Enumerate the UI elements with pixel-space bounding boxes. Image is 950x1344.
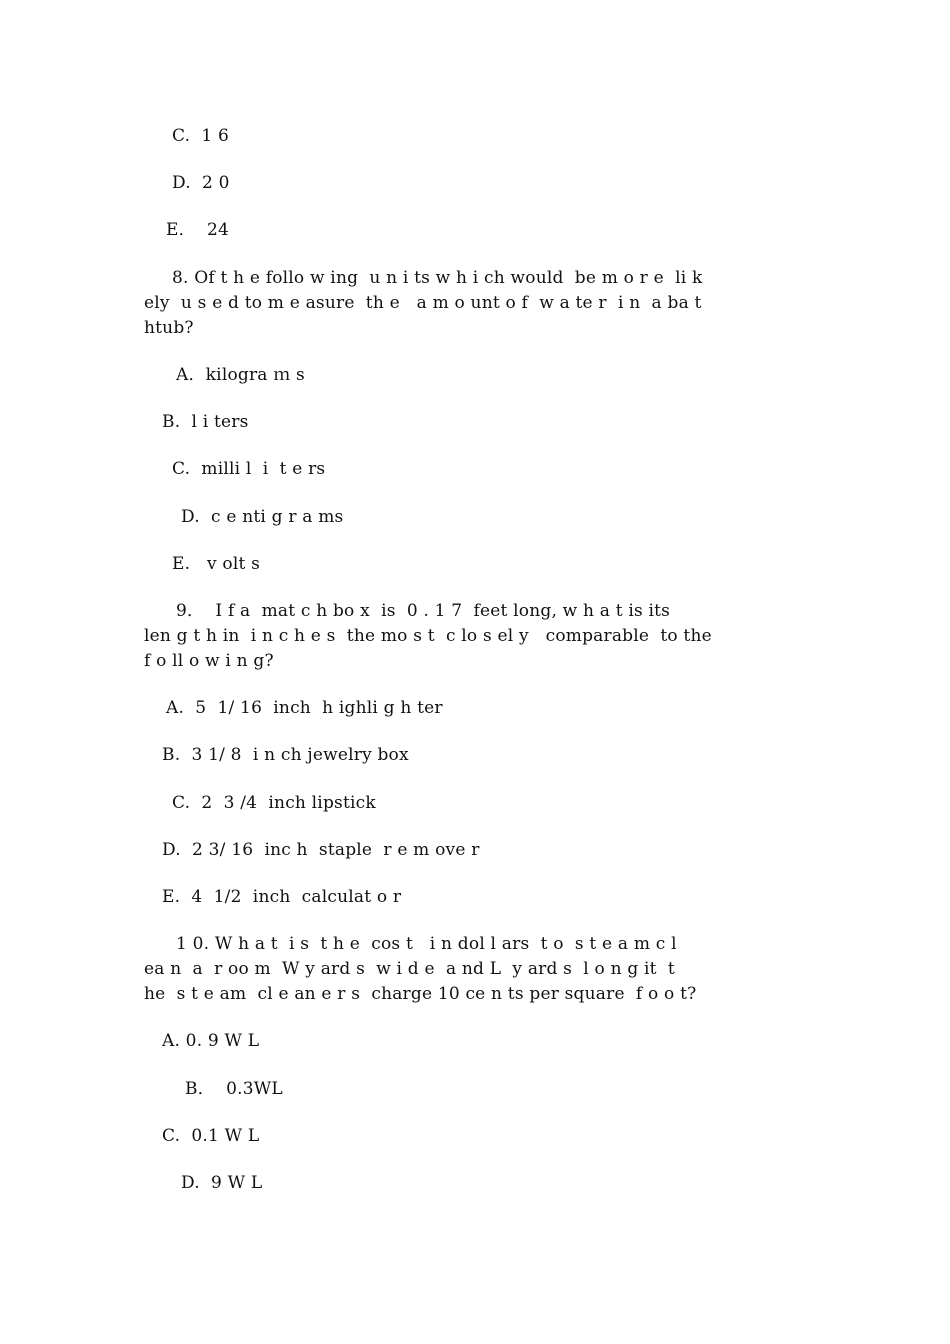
q8-option-b: B. l i ters (162, 412, 249, 432)
q8-option-a: A．kilogra ｍ s (176, 365, 305, 385)
q8-option-d: D. c e nti g r a ms (181, 507, 344, 527)
q8-stem-line-1: 8. Of t h e follo w ing u n i ts w h i ch would be m o r e li k (172, 268, 703, 288)
q7-option-d: D. 2 0 (172, 173, 230, 193)
q9-stem-line-1: 9． I f a mat c h bo x is 0 . 1 7 feet long, w h a t is its (176, 601, 671, 621)
q8-stem-line-3: htub? (144, 318, 194, 338)
q10-option-c: C. 0.1 W L (162, 1126, 260, 1146)
q7-option-c: C. 1 6 (172, 126, 230, 146)
q9-option-c: C. 2 3 /4 inch lipstick (172, 793, 376, 813)
q10-option-b: B． 0.3WL (185, 1079, 283, 1099)
q9-stem-line-2: len g t h in i n c h e s the mo s t c lo s el y comparable to the (144, 626, 712, 646)
q10-stem-line-2: ea n a r oo m W y ard s w i d e a nd L y ard s l o n g it t (144, 959, 675, 979)
q9-option-d: D. 2 3/ 16 inc h staple r e m ove r (162, 840, 480, 860)
q8-option-e: E. v olt s (172, 554, 261, 574)
q9-option-e: E. 4 1/2 inch calculat o r (162, 887, 402, 907)
q8-option-c: C. milli l i t e rs (172, 459, 326, 479)
q8-stem-line-2: ely u s e d to m e asure th e a m o unt o f w a te r i n a ba t (144, 293, 702, 313)
q10-stem-line-3: he s t e am cl e an e r s charge 10 ce n ts per square f o o t? (144, 984, 697, 1004)
q7-option-e: E． 24 (166, 220, 230, 240)
q9-stem-line-3: f o ll o w i n g? (144, 651, 274, 671)
q9-option-b: B. 3 1/ 8 i n ch jewelry box (162, 745, 409, 765)
q10-option-d: D. 9 W L (181, 1173, 263, 1193)
q10-stem-line-1: 1 0. W h a t i s t h e cos t i n dol l ars t o s t e a m c l (176, 934, 677, 954)
q9-option-a: A. 5 1/ 16 inch h ighli g h ter (166, 698, 443, 718)
q10-option-a: A. 0. 9 W L (162, 1031, 260, 1051)
